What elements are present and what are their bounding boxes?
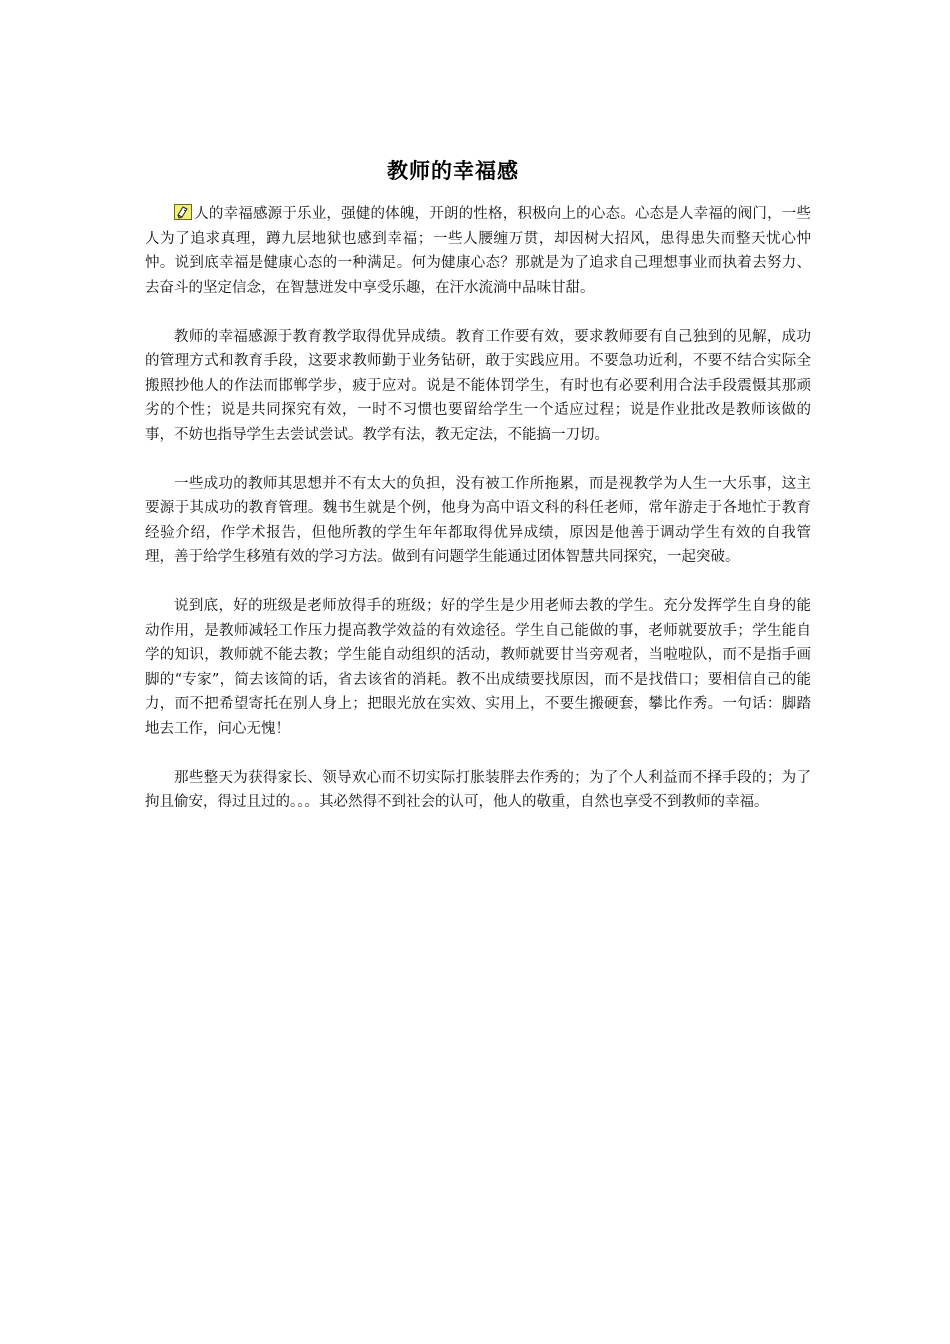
paragraph-5: 那些整天为获得家长、领导欢心而不切实际打胀装胖去作秀的；为了个人利益而不择手段的；为了拘且偷安，得过且过的。。。其必然得不到社会的认可，他人的敬重，自然也享受不到教师的幸福。	[145, 769, 811, 810]
document-title: 教师的幸福感	[387, 159, 519, 183]
note-icon[interactable]	[174, 204, 192, 220]
paragraph-1	[145, 202, 811, 300]
paragraph-4: 说到底，好的班级是老师放得手的班级；好的学生是少用老师去教的学生。充分发挥学生自身的能动作用，是教师减轻工作压力提高教学效益的有效途径。学生自己能做的事，老师就要放手；学生能自学的知识，教师就不能去教；学生能自动组织的活动，教师就要甘当旁观者，当啦啦队，而不是指手画脚的“专家”，简去该简的话，省去该省的消耗。教不出成绩要找原因，而不是找借口；要相信自己的能力，而不把希望寄托在别人身上；把眼光放在实效、实用上，不要生搬硬套，攀比作秀。一句话：脚踏地去工作，问心无愧！	[145, 598, 811, 737]
paragraph-2: 教师的幸福感源于教育教学取得优异成绩。教育工作要有效，要求教师要有自己独到的见解，成功的管理方式和教育手段，这要求教师勤于业务钻研，敢于实践应用。不要急功近利，不要不结合实际全搬照抄他人的作法而邯郸学步，疲于应对。说是不能体罚学生，有时也有必要利用合法手段震慑其那顽劣的个性；说是共同探究有效，一时不习惯也要留给学生一个适应过程；说是作业批改是教师该做的事，不妨也指导学生去尝试尝试。教学有法，教无定法，不能搞一刀切。	[145, 328, 811, 443]
paragraph-3: 一些成功的教师其思想并不有太大的负担，没有被工作所拖累，而是视教学为人生一大乐事，这主要源于其成功的教育管理。魏书生就是个例，他身为高中语文科的科任老师，常年游走于各地忙于教育经验介绍，作学术报告，但他所教的学生年年都取得优异成绩，原因是他善于调动学生有效的自我管理，善于给学生移殖有效的学习方法。做到有问题学生能通过团体智慧共同探究，一起突破。	[145, 475, 811, 565]
document-body	[145, 202, 811, 839]
paragraph-1-text: 人的幸福感源于乐业，强健的体魄，开朗的性格，积极向上的心态。心态是人幸福的阀门，一些人为了追求真理，蹲九层地狱也感到幸福；一些人腰缠万贯，却因树大招风，患得患失而整天忧心忡忡。说到底幸福是健康心态的一种满足。何为健康心态？那就是为了追求自己理想事业而执着去努力、去奋斗的坚定信念，在智慧迸发中享受乐趣，在汗水流淌中品味甘甜。	[145, 206, 811, 296]
